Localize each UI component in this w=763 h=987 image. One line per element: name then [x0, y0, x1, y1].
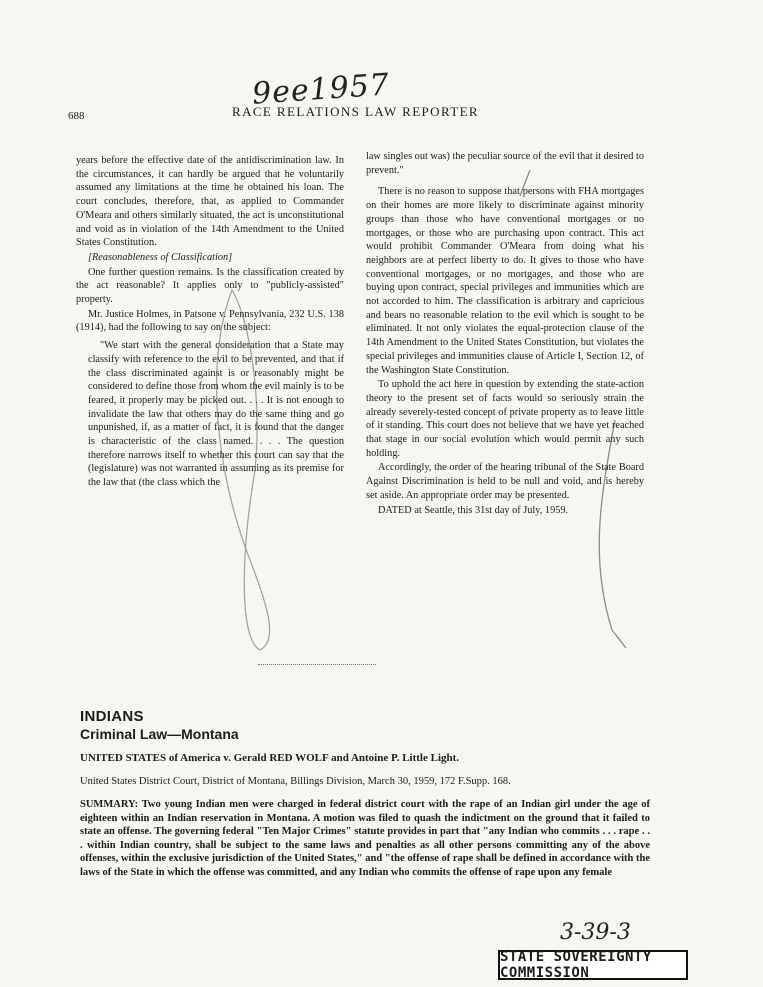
left-column: [76, 154, 344, 490]
paragraph: years before the effective date of the antidiscrimination law. In the circumstances, it can hardly be argued that he voluntarily assumed any limitations at the time he obtained his loan. The court concludes, therefore, that, as applied to Commander O'Meara and others similarly situated, the act is unconstitutional and void as in violation of the 14th Amendment to the United States Constitution.: [76, 155, 344, 249]
commission-stamp: STATE SOVEREIGNTY COMMISSION: [498, 950, 688, 980]
paragraph: One further question remains. Is the classification created by the act reasonable? It applies only to "publicly-assisted" property.: [76, 266, 344, 306]
right-column: [366, 150, 644, 517]
section-subtitle: Criminal Law—Montana: [80, 726, 239, 742]
handwritten-date-note: 9ee1957: [250, 67, 392, 112]
block-quote: [76, 339, 344, 490]
paragraph: To uphold the act here in question by extending the state-action theory to the present set of facts would so seriously strain the already severely-tested concept of private property as to leave little of it standing. This court does not believe that we have yet reached that stage in our social evolution which would permit any such holding.: [366, 379, 644, 459]
paragraph: Mr. Justice Holmes, in Patsone v. Pennsylvania, 232 U.S. 138 (1914), had the following to say on the subject:: [76, 308, 344, 334]
dated-line: DATED at Seattle, this 31st day of July, 1959.: [378, 504, 569, 516]
paragraph: Accordingly, the order of the hearing tribunal of the State Board Against Discrimination is held to be null and void, and is hereby set aside. An appropriate order may be presented.: [366, 462, 644, 501]
case-summary: SUMMARY: Two young Indian men were charged in federal district court with the rape of an Indian girl under the age of eighteen within an Indian reservation in Montana. A motion was filed to quash the indictment on the ground that it failed to state an offense. The governing federal "Ten Major Crimes" statute provides in part that "any Indian who commits . . . rape . . . within Indian country, shall be subject to the same laws and penalties as all other persons committing any of the above offenses, within the exclusive jurisdiction of the United States," and "the offense of rape shall be defined in accordance with the laws of the State in which the offense was committed, and any Indian who commits the offense of rape upon any female: [80, 799, 650, 878]
page-number: 688: [68, 110, 85, 122]
handwritten-file-number: 3-39-3: [560, 920, 631, 945]
section-title: INDIANS: [80, 708, 144, 725]
running-head: RACE RELATIONS LAW REPORTER: [232, 104, 479, 119]
court-citation: United States District Court, District of Montana, Billings Division, March 30, 1959, 172 F.Supp. 168.: [80, 776, 511, 787]
paragraph: law singles out was) the peculiar source of the evil that it desired to prevent.": [366, 151, 644, 176]
case-caption: UNITED STATES of America v. Gerald RED WOLF and Antoine P. Little Light.: [80, 752, 460, 764]
quote-text: "We start with the general consideration that a State may classify with reference to the evil to be prevented, and that if the class discriminated against is or reasonably might be considered to define those from whom the evil mainly is to be feared, it properly may be picked out. . . . It is not enough to invalidate the law that others may do the same thing and go unpunished, if, as a matter of fact, it is found that the danger is characteristic of the class named. . . . The question therefore narrows itself to whether this court can say that the (legislature) was not warranted in assuming as its premise for the law that (the class which the: [88, 340, 344, 489]
subsection-heading: [Reasonableness of Classification]: [88, 251, 233, 263]
paragraph: There is no reason to suppose that persons with FHA mortgages on their homes are more likely to discriminate against minority groups than those who have conventional mortgages or no mortgages, or those who are purchasing upon contract. This act would prohibit Commander O'Meara from doing what his neighbors are at perfect liberty to do. It gives to those who have conventional mortgages, or no mortgages, and those who are buying upon contract, special privileges and immunities which are not accorded to him. The classification is arbitrary and capricious and bears no reasonable relation to the evil which is sought to be eliminated. It not only violates the equal-protection clause of the 14th Amendment to the United States Constitution, but violates the special privileges and immunities clause of Article I, Section 12, of the Washington State Constitution.: [366, 186, 644, 376]
section-divider: [258, 664, 376, 665]
